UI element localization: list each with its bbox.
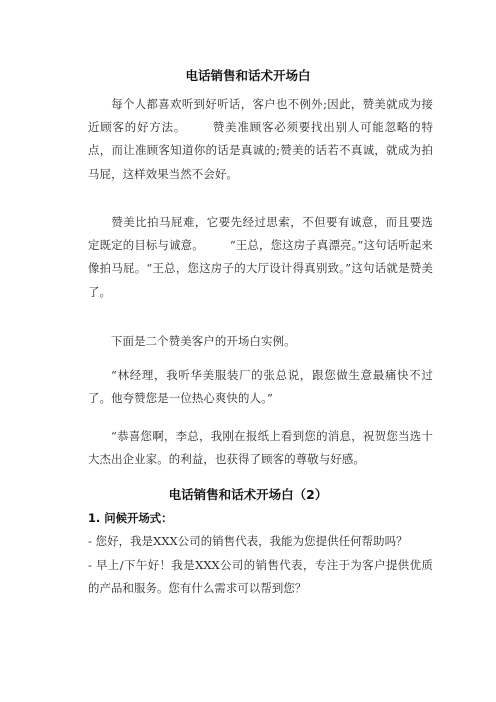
paragraph-praise-vs-flattery-text-b: “王总，您这房子真漂亮。”这句话听起来像拍马屁。“王总，您这房子的大厅设计得真别致。”这句话就是赞美了。 — [88, 238, 433, 299]
section-heading-greeting: 1. 问候开场式： — [88, 511, 173, 525]
paragraph-praise-vs-flattery-text-a: 赞美比拍马屁难，它要先经过思索，不但要有诚意，而且要选定既定的目标与诚意。 — [88, 215, 433, 253]
section-title-2: 电话销售和话术开场白（2） — [168, 487, 328, 502]
greeting-line-2: - 早上/下午好！我是XXX公司的销售代表，专注于为客户提供优质的产品和服务。您有什么需求可以帮到您？ — [88, 558, 433, 596]
paragraph-praise-intro-text-b: 赞美准顾客必须要找出别人可能忽略的特点，而让准顾客知道你的话是真诚的;赞美的话若不真诚，就成为拍马屁，这样效果当然不会好。 — [88, 120, 433, 181]
paragraph-examples-intro — [88, 330, 433, 353]
paragraph-example-2 — [88, 425, 433, 471]
paragraph-praise-intro — [88, 93, 433, 186]
paragraph-example-2-text: “恭喜您啊，李总，我刚在报纸上看到您的消息，祝贺您当选十大杰出企业家。的利益，也获得了顾客的尊敬与好感。 — [88, 429, 433, 467]
paragraph-example-1-text: “林经理，我听华美服装厂的张总说，跟您做生意最痛快不过了。他夸赞您是一位热心爽快的人。” — [88, 368, 433, 406]
greeting-line-1: - 您好，我是XXX公司的销售代表，我能为您提供任何帮助吗？ — [88, 534, 408, 548]
document-title: 电话销售和话术开场白 — [185, 68, 311, 83]
paragraph-examples-intro-text: 下面是二个赞美客户的开场白实例。 — [111, 334, 296, 348]
paragraph-praise-vs-flattery — [88, 211, 433, 304]
paragraph-example-1 — [88, 364, 433, 410]
paragraph-praise-intro-text-a: 每个人都喜欢听到好听话，客户也不例外;因此，赞美就成为接近顾客的好方法。 — [88, 97, 433, 135]
